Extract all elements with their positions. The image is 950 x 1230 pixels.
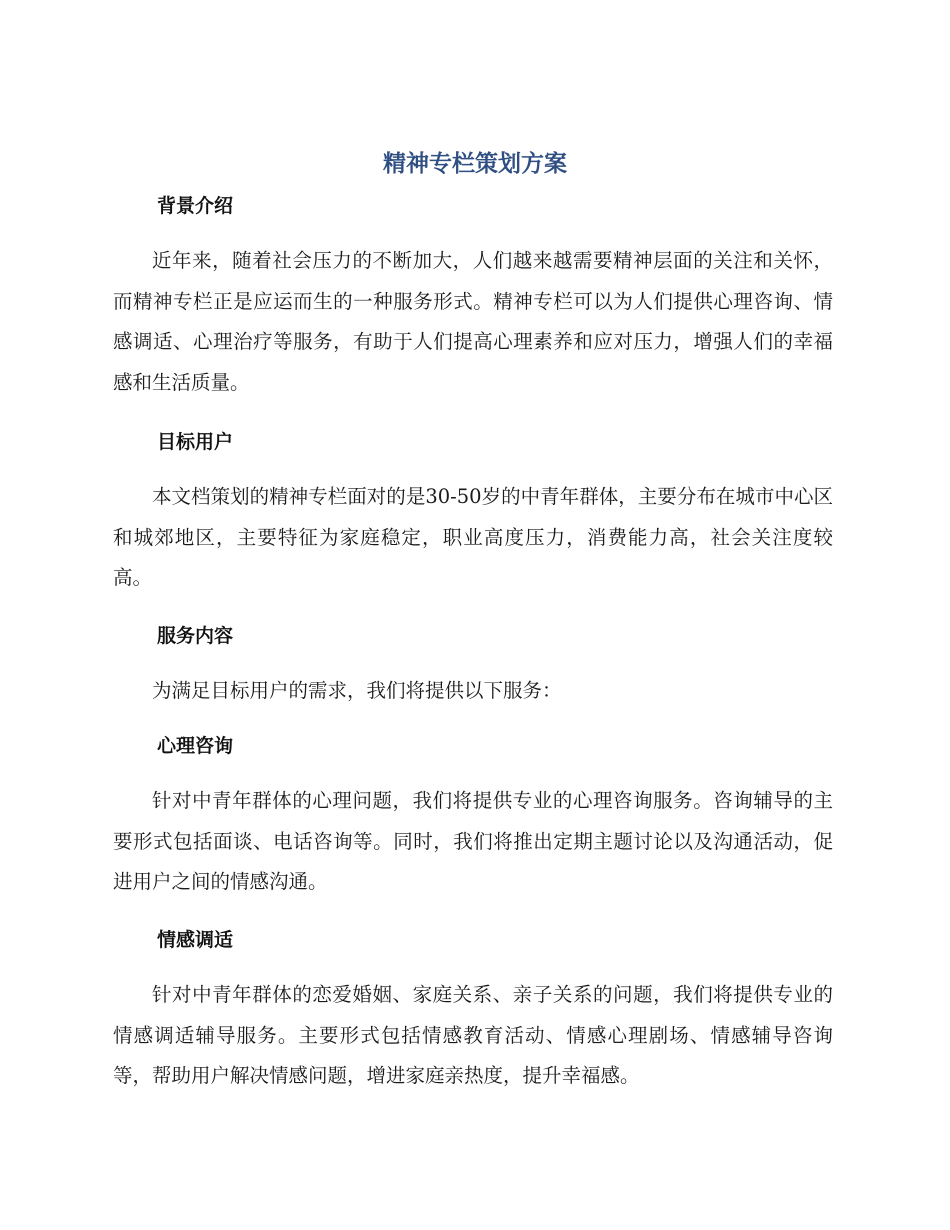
section-paragraph-emotional-adjustment: 针对中青年群体的恋爱婚姻、家庭关系、亲子关系的问题，我们将提供专业的情感调适辅导服务。主要形式包括情感教育活动、情感心理剧场、情感辅导咨询等，帮助用户解决情感问题，增进家庭亲热度，提升幸福感。 bbox=[113, 983, 833, 1087]
document-title: 精神专栏策划方案 bbox=[383, 151, 567, 177]
section-heading-counseling: 心理咨询 bbox=[157, 735, 234, 757]
section-heading-target-users: 目标用户 bbox=[157, 431, 234, 453]
section-paragraph-target-users: 本文档策划的精神专栏面对的是30-50岁的中青年群体，主要分布在城市中心区和城郊地区，主要特征为家庭稳定，职业高度压力，消费能力高，社会关注度较高。 bbox=[113, 485, 833, 589]
section-heading-emotional-adjustment: 情感调适 bbox=[157, 929, 234, 951]
section-heading-background: 背景介绍 bbox=[157, 195, 234, 217]
section-paragraph-counseling: 针对中青年群体的心理问题，我们将提供专业的心理咨询服务。咨询辅导的主要形式包括面谈、电话咨询等。同时，我们将推出定期主题讨论以及沟通活动，促进用户之间的情感沟通。 bbox=[113, 789, 833, 893]
section-paragraph-services: 为满足目标用户的需求，我们将提供以下服务： bbox=[152, 679, 562, 702]
section-heading-services: 服务内容 bbox=[157, 625, 234, 647]
section-paragraph-background: 近年来，随着社会压力的不断加大，人们越来越需要精神层面的关注和关怀，而精神专栏正是应运而生的一种服务形式。精神专栏可以为人们提供心理咨询、情感调适、心理治疗等服务，有助于人们提高心理素养和应对压力，增强人们的幸福感和生活质量。 bbox=[113, 249, 833, 394]
